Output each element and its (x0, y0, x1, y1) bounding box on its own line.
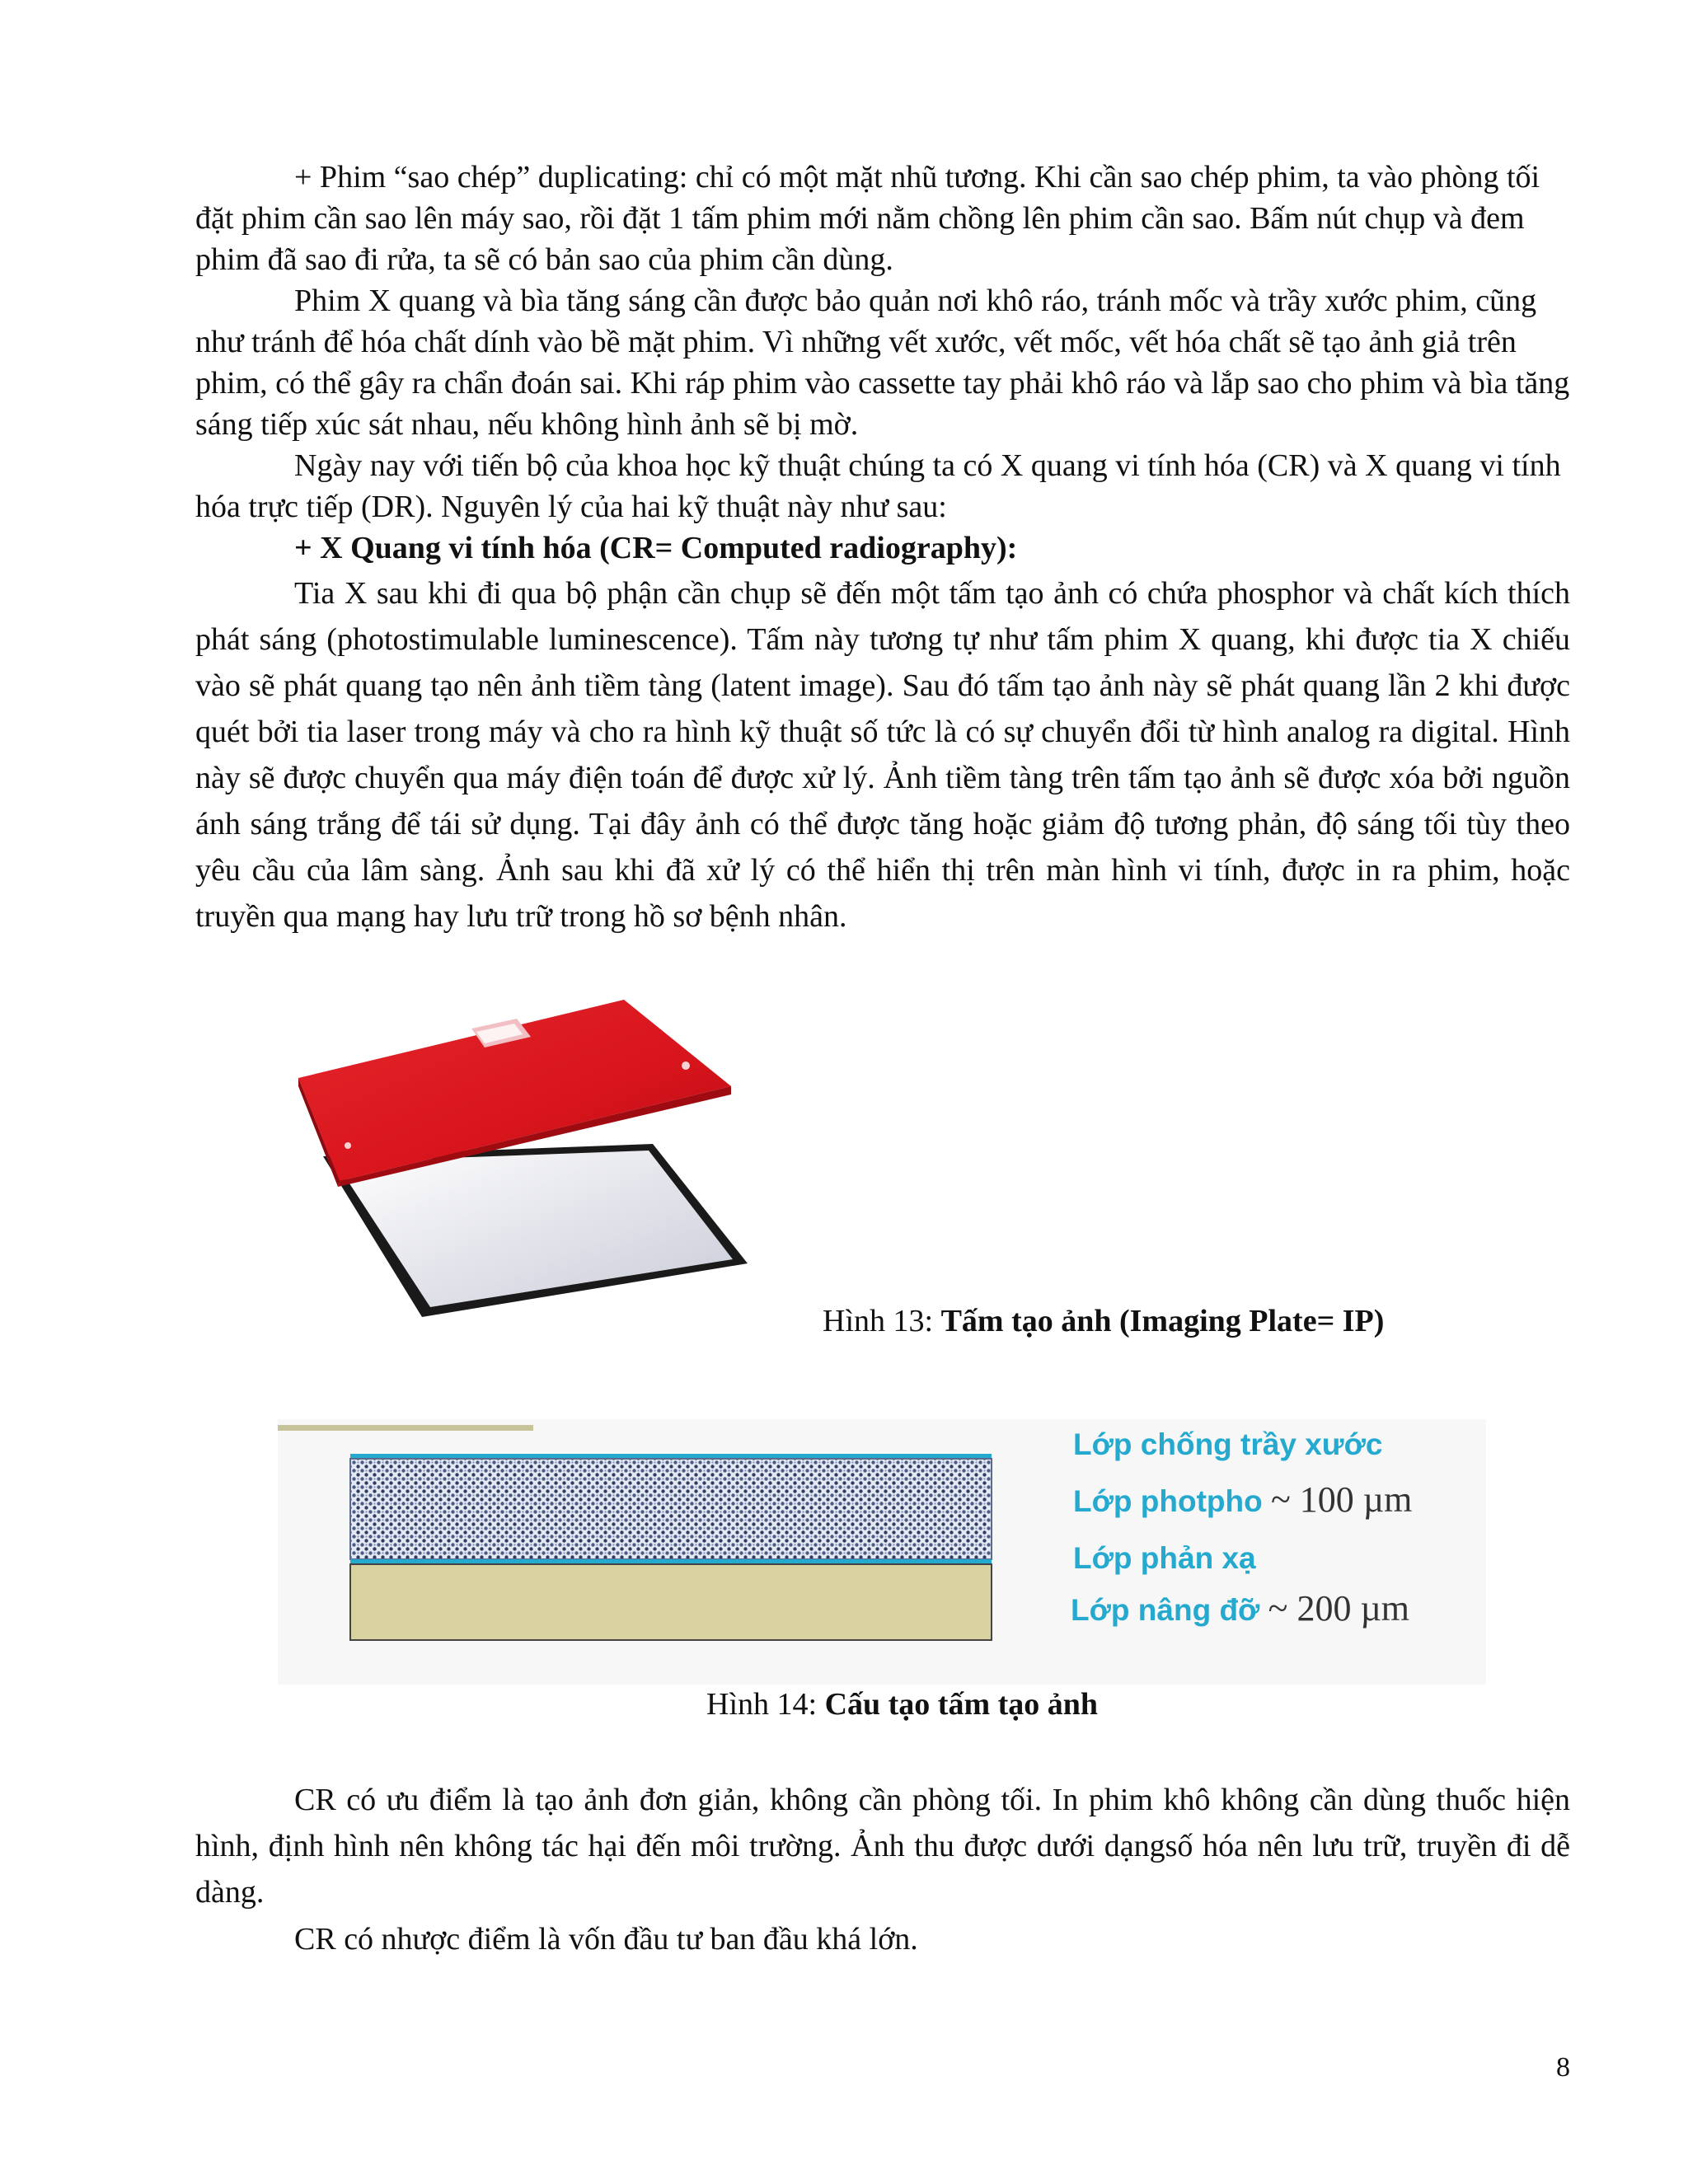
figure-14-prefix: Hình 14: (706, 1687, 825, 1722)
imaging-plate-image (298, 971, 748, 1333)
paragraph-cr-dr-intro: Ngày nay với tiến bộ của khoa học kỹ thuật chúng ta có X quang vi tính hóa (CR) và X quang vi tính hóa trực tiếp (DR). Nguyên lý của hai kỹ thuật này như sau: (195, 448, 1561, 524)
figure-14-title: Cấu tạo tấm tạo ảnh (824, 1687, 1099, 1722)
layer-label-reflective: Lớp phản xạ (1073, 1541, 1256, 1575)
paragraph-cr-advantages: CR có ưu điểm là tạo ảnh đơn giản, không cần phòng tối. In phim khô không cần dùng thuốc hiện hình, định hình nên không tác hại đến môi trường. Ảnh thu được dưới dạngsố hóa nên lưu trữ, truyền đi dễ dàng. (195, 1783, 1570, 1910)
section-heading-cr: + X Quang vi tính hóa (CR= Computed radiography): (294, 531, 1018, 565)
paragraph-film-storage: Phim X quang và bìa tăng sáng cần được bảo quản nơi khô ráo, tránh mốc và trầy xước phim, cũng như tránh để hóa chất dính vào bề mặt phim. Vì những vết xước, vết mốc, vết hóa chất sẽ tạo ảnh giả trên phim, có thể gây ra chẩn đoán sai. Khi ráp phim vào cassette tay phải khô ráo và lắp sao cho phim và bìa tăng sáng tiếp xúc sát nhau, nếu không hình ảnh sẽ bị mờ. (195, 284, 1570, 442)
paragraph-duplicating-film: + Phim “sao chép” duplicating: chỉ có một mặt nhũ tương. Khi cần sao chép phim, ta vào phòng tối đặt phim cần sao lên máy sao, rồi đặt 1 tấm phim mới nằm chồng lên phim cần sao. Bấm nút chụp và đem phim đã sao đi rửa, ta sẽ có bản sao của phim cần dùng. (195, 160, 1540, 277)
layer-label-support: Lớp nâng đỡ ~ 200 µm (1071, 1588, 1410, 1629)
figure-14-caption (706, 1684, 1098, 1725)
figure-13-caption (823, 1301, 1384, 1342)
paragraph-cr-principle: Tia X sau khi đi qua bộ phận cần chụp sẽ đến một tấm tạo ảnh có chứa phosphor và chất kích thích phát sáng (photostimulable luminescence). Tấm này tương tự như tấm phim X quang, khi được tia X chiếu vào sẽ phát quang tạo nên ảnh tiềm tàng (latent image). Sau đó tấm tạo ảnh này sẽ phát quang lần 2 khi được quét bởi tia laser trong máy và cho ra hình kỹ thuật số tức là có sự chuyển đổi từ hình analog ra digital. Hình này sẽ được chuyển qua máy điện toán để được xử lý. Ảnh tiềm tàng trên tấm tạo ảnh sẽ được xóa bởi nguồn ánh sáng trắng để tái sử dụng. Tại đây ảnh có thể được tăng hoặc giảm độ tương phản, độ sáng tối tùy theo yêu cầu của lâm sàng. Ảnh sau khi đã xử lý có thể hiển thị trên màn hình vi tính, được in ra phim, hoặc truyền qua mạng hay lưu trữ trong hồ sơ bệnh nhân. (195, 576, 1570, 934)
figure-13-prefix: Hình 13: (823, 1304, 941, 1338)
imaging-plate-structure-diagram (278, 1419, 1486, 1685)
imaging-plate-illustration (298, 971, 748, 1333)
paragraph-cr-disadvantages: CR có nhược điểm là vốn đầu tư ban đầu khá lớn. (294, 1922, 918, 1957)
layer-stack-graphic (278, 1419, 1020, 1658)
layer-label-scratch: Lớp chống trầy xước (1073, 1427, 1383, 1461)
layer-label-phosphor: Lớp photpho ~ 100 µm (1073, 1479, 1413, 1520)
figure-13-title: Tấm tạo ảnh (Imaging Plate= IP) (940, 1304, 1385, 1338)
page-number: 8 (1556, 2052, 1570, 2083)
